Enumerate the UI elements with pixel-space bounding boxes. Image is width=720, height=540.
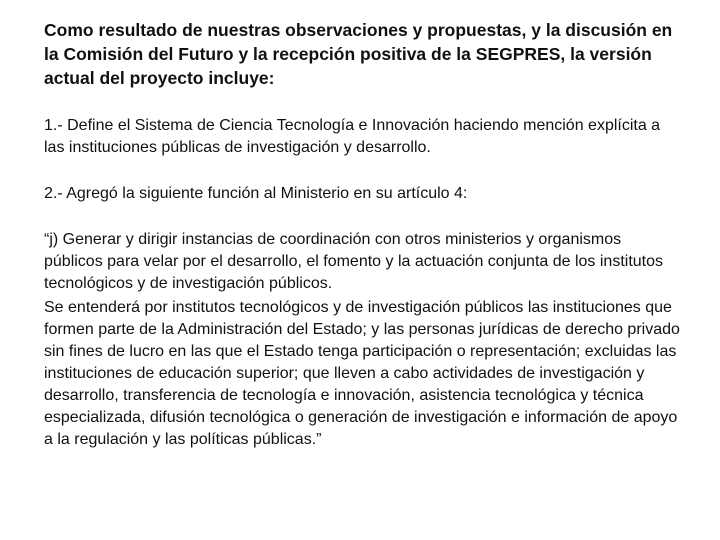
quote-paragraph-1: “j) Generar y dirigir instancias de coordinación con otros ministerios y organismos públicos para velar por el desarrollo, el fomento y la actuación conjunta de los institutos tecnológicos y de investigación públicos. — [44, 231, 664, 292]
item-1-paragraph: 1.- Define el Sistema de Ciencia Tecnología e Innovación haciendo mención explícita a las instituciones públicas de investigación y desarrollo. — [44, 117, 661, 156]
document-body — [44, 18, 684, 451]
quote-paragraph-2: Se entenderá por institutos tecnológicos y de investigación públicos las instituciones que formen parte de la Administración del Estado; y las personas jurídicas de derecho privado sin fines de lucro en las que el Estado tenga participación o representación; excluidas las instituciones de educación superior; que lleven a cabo actividades de investigación y desarrollo, transferencia de tecnología e innovación, asistencia tecnológica y técnica especializada, difusión tecnológica o generación de investigación e información de apoyo a la regulación y las políticas públicas.” — [44, 299, 680, 448]
intro-paragraph: Como resultado de nuestras observaciones y propuestas, y la discusión en la Comisión del Futuro y la recepción positiva de la SEGPRES, la versión actual del proyecto incluye: — [44, 20, 673, 88]
item-2-paragraph: 2.- Agregó la siguiente función al Ministerio en su artículo 4: — [44, 185, 468, 202]
